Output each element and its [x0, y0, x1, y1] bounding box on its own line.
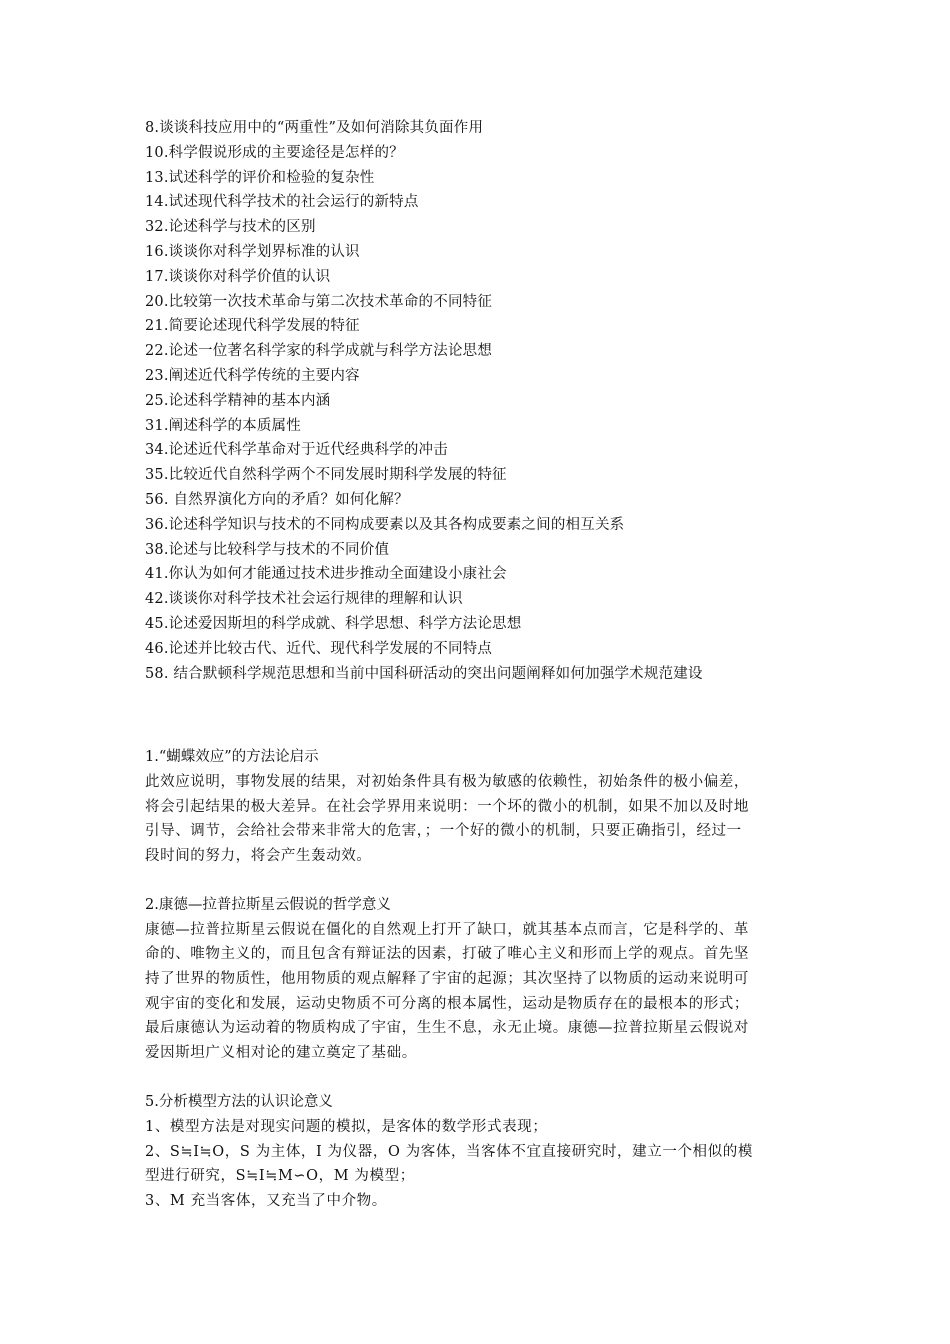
question-item: 41.你认为如何才能通过技术进步推动全面建设小康社会 — [145, 566, 507, 583]
question-item: 16.谈谈你对科学划界标准的认识 — [145, 243, 360, 260]
body-line: 康德—拉普拉斯星云假说在僵化的自然观上打开了缺口，就其基本点而言，它是科学的、革 — [145, 921, 749, 938]
question-item: 23.阐述近代科学传统的主要内容 — [145, 367, 360, 384]
question-item: 45.论述爱因斯坦的科学成就、科学思想、科学方法论思想 — [145, 615, 522, 632]
body-line: 爱因斯坦广义相对论的建立奠定了基础。 — [145, 1044, 417, 1061]
body-line: 将会引起结果的极大差异。在社会学界用来说明：一个坏的微小的机制，如果不加以及时地 — [145, 798, 749, 815]
section-body — [145, 1115, 810, 1213]
section-body — [145, 918, 810, 1066]
question-item: 38.论述与比较科学与技术的不同价值 — [145, 541, 390, 558]
body-line: 最后康德认为运动着的物质构成了宇宙，生生不息，永无止境。康德—拉普拉斯星云假说对 — [145, 1020, 749, 1037]
section-title: 5.分析模型方法的认识论意义 — [145, 1094, 333, 1111]
question-item: 21.简要论述现代科学发展的特征 — [145, 318, 360, 335]
body-line: 此效应说明，事物发展的结果，对初始条件具有极为敏感的依赖性，初始条件的极小偏差， — [145, 773, 749, 790]
question-list — [145, 116, 810, 686]
question-item: 22.论述一位著名科学家的科学成就与科学方法论思想 — [145, 343, 493, 360]
body-line: 1、模型方法是对现实问题的模拟，是客体的数学形式表现； — [145, 1119, 548, 1136]
question-item: 34.论述近代科学革命对于近代经典科学的冲击 — [145, 442, 448, 459]
document-page — [145, 116, 810, 1213]
question-item: 42.谈谈你对科学技术社会运行规律的理解和认识 — [145, 591, 463, 608]
question-item: 25.论述科学精神的基本内涵 — [145, 392, 331, 409]
section-title: 1.“蝴蝶效应”的方法论启示 — [145, 749, 319, 766]
body-line: 观宇宙的变化和发展，运动史物质不可分离的根本属性，运动是物质存在的最根本的形式； — [145, 995, 749, 1012]
answer-section-model-method — [145, 1090, 810, 1213]
body-line: 命的、唯物主义的，而且包含有辩证法的因素，打破了唯心主义和形而上学的观点。首先坚 — [145, 946, 749, 963]
question-item: 8.谈谈科技应用中的“两重性”及如何消除其负面作用 — [145, 120, 484, 136]
body-line: 持了世界的物质性，他用物质的观点解释了宇宙的起源；其次坚持了以物质的运动来说明可 — [145, 971, 749, 988]
body-line: 段时间的努力，将会产生轰动效。 — [145, 847, 372, 864]
question-item: 36.论述科学知识与技术的不同构成要素以及其各构成要素之间的相互关系 — [145, 516, 625, 533]
question-item: 13.试述科学的评价和检验的复杂性 — [145, 169, 375, 186]
question-item: 58. 结合默顿科学规范思想和当前中国科研活动的突出问题阐释如何加强学术规范建设 — [145, 665, 703, 682]
question-item: 56. 自然界演化方向的矛盾？如何化解？ — [145, 491, 409, 508]
answer-section-butterfly-effect — [145, 745, 810, 868]
question-item: 35.比较近代自然科学两个不同发展时期科学发展的特征 — [145, 467, 507, 484]
question-item: 46.论述并比较古代、近代、现代科学发展的不同特点 — [145, 640, 493, 657]
body-line: 型进行研究，S≒I≒M∽O，M 为模型； — [145, 1168, 415, 1185]
body-line: 2、S≒I≒O，S 为主体，I 为仪器，O 为客体，当客体不宜直接研究时，建立一个相似的模 — [145, 1143, 753, 1160]
section-body — [145, 770, 810, 868]
question-item: 14.试述现代科学技术的社会运行的新特点 — [145, 194, 419, 211]
question-item: 17.谈谈你对科学价值的认识 — [145, 268, 331, 285]
body-line: 引导、调节，会给社会带来非常大的危害，；一个好的微小的机制，只要正确指引，经过一 — [145, 823, 742, 840]
body-line: 3、M 充当客体，又充当了中介物。 — [145, 1192, 387, 1209]
answer-section-nebular-hypothesis — [145, 893, 810, 1065]
question-item: 31.阐述科学的本质属性 — [145, 417, 301, 434]
question-item: 20.比较第一次技术革命与第二次技术革命的不同特征 — [145, 293, 493, 310]
question-item: 32.论述科学与技术的区别 — [145, 219, 316, 236]
question-item: 10.科学假说形成的主要途径是怎样的？ — [145, 144, 404, 161]
section-title: 2.康德—拉普拉斯星云假说的哲学意义 — [145, 897, 391, 914]
